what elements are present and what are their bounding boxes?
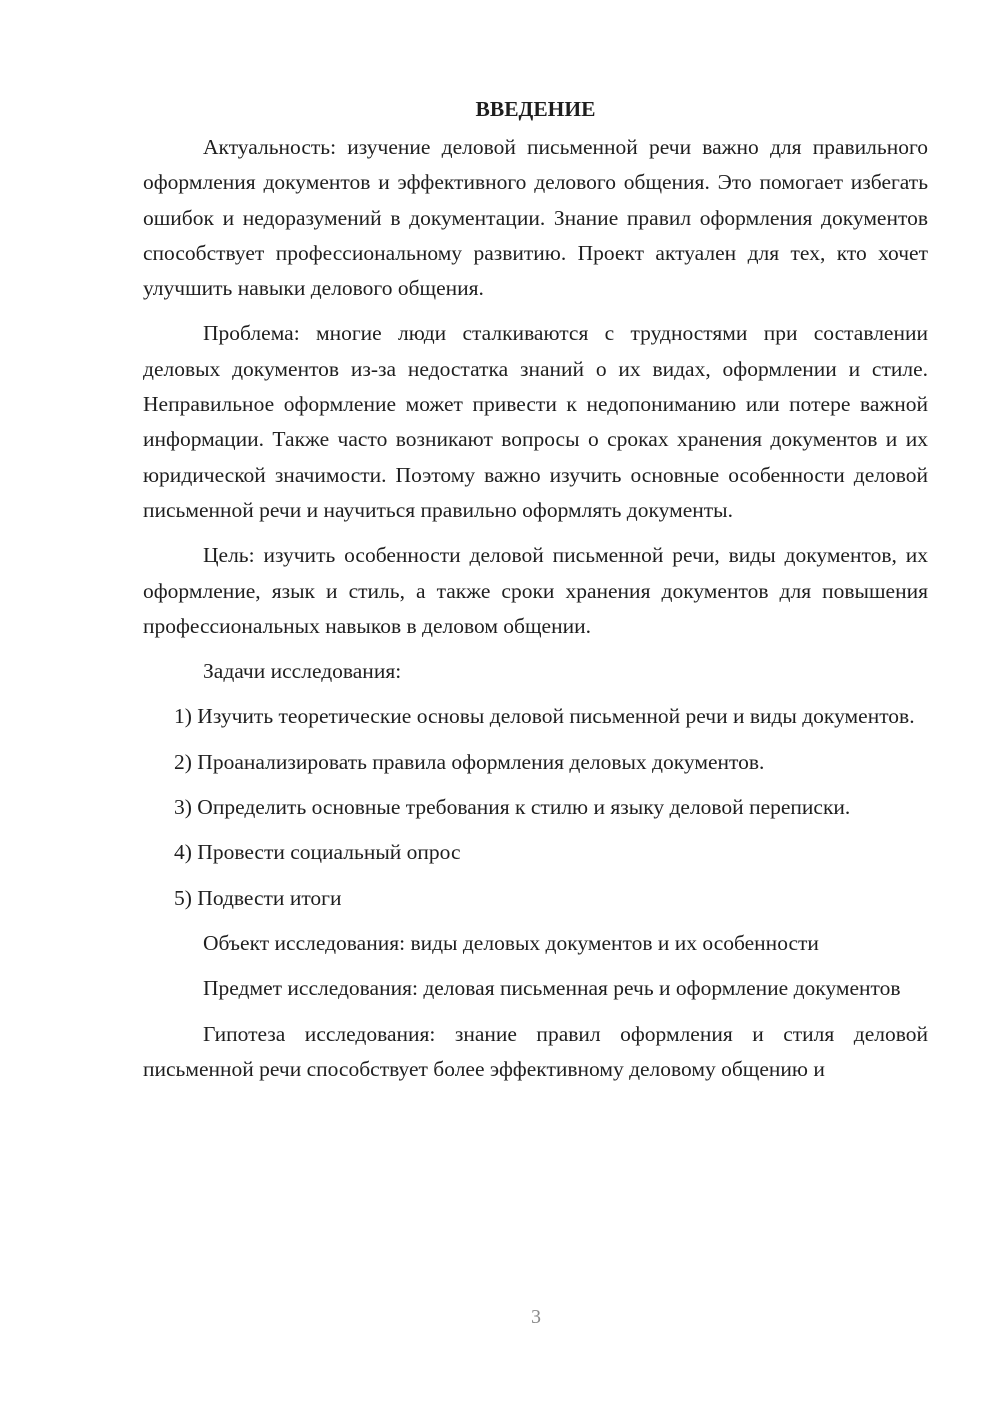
list-item-number: 3) xyxy=(174,795,192,820)
task-list xyxy=(143,699,928,915)
list-item-text: Подвести итоги xyxy=(197,885,342,910)
section-heading: ВВЕДЕНИЕ xyxy=(475,97,596,121)
list-item-number: 2) xyxy=(174,749,192,774)
list-item xyxy=(143,835,928,870)
paragraph-problem: Проблема: многие люди сталкиваются с трудностями при составлении деловых документов из-за недостатка знаний о их видах, оформлении и стиле. Неправильное оформление может привести к недопониманию или потере важной информации. Также часто возникают вопросы о сроках хранения документов и их юридической значимости. Поэтому важно изучить основные особенности деловой письменной речи и научиться правильно оформлять документы. xyxy=(143,321,928,522)
list-item-text: Изучить теоретические основы деловой письменной речи и виды документов. xyxy=(197,704,915,729)
list-item-text: Проанализировать правила оформления деловых документов. xyxy=(197,749,765,774)
list-item-number: 1) xyxy=(174,704,192,729)
list-item-number: 5) xyxy=(174,885,192,910)
paragraph-hypothesis: Гипотеза исследования: знание правил оформления и стиля деловой письменной речи способствует более эффективному деловому общению и xyxy=(143,1021,928,1081)
paragraph-tasks-title: Задачи исследования: xyxy=(203,659,402,684)
list-item-text: Определить основные требования к стилю и языку деловой переписки. xyxy=(197,795,851,820)
document-page xyxy=(143,92,928,1087)
list-item xyxy=(143,745,928,780)
paragraph-object: Объект исследования: виды деловых документов и их особенности xyxy=(203,930,819,955)
list-item-text: Провести социальный опрос xyxy=(197,840,461,865)
list-item-number: 4) xyxy=(174,840,192,865)
paragraph-relevance: Актуальность: изучение деловой письменной речи важно для правильного оформления документов и эффективного делового общения. Это помогает избегать ошибок и недоразумений в документации. Знание правил оформления документов способствует профессиональному развитию. Проект актуален для тех, кто хочет улучшить навыки делового общения. xyxy=(143,135,928,301)
list-item xyxy=(143,699,928,734)
page-number: 3 xyxy=(531,1306,541,1328)
list-item xyxy=(143,790,928,825)
list-item xyxy=(143,881,928,916)
paragraph-subject: Предмет исследования: деловая письменная речь и оформление документов xyxy=(203,976,901,1001)
paragraph-goal: Цель: изучить особенности деловой письменной речи, виды документов, их оформление, язык и стиль, а также сроки хранения документов для повышения профессиональных навыков в деловом общении. xyxy=(143,543,928,638)
